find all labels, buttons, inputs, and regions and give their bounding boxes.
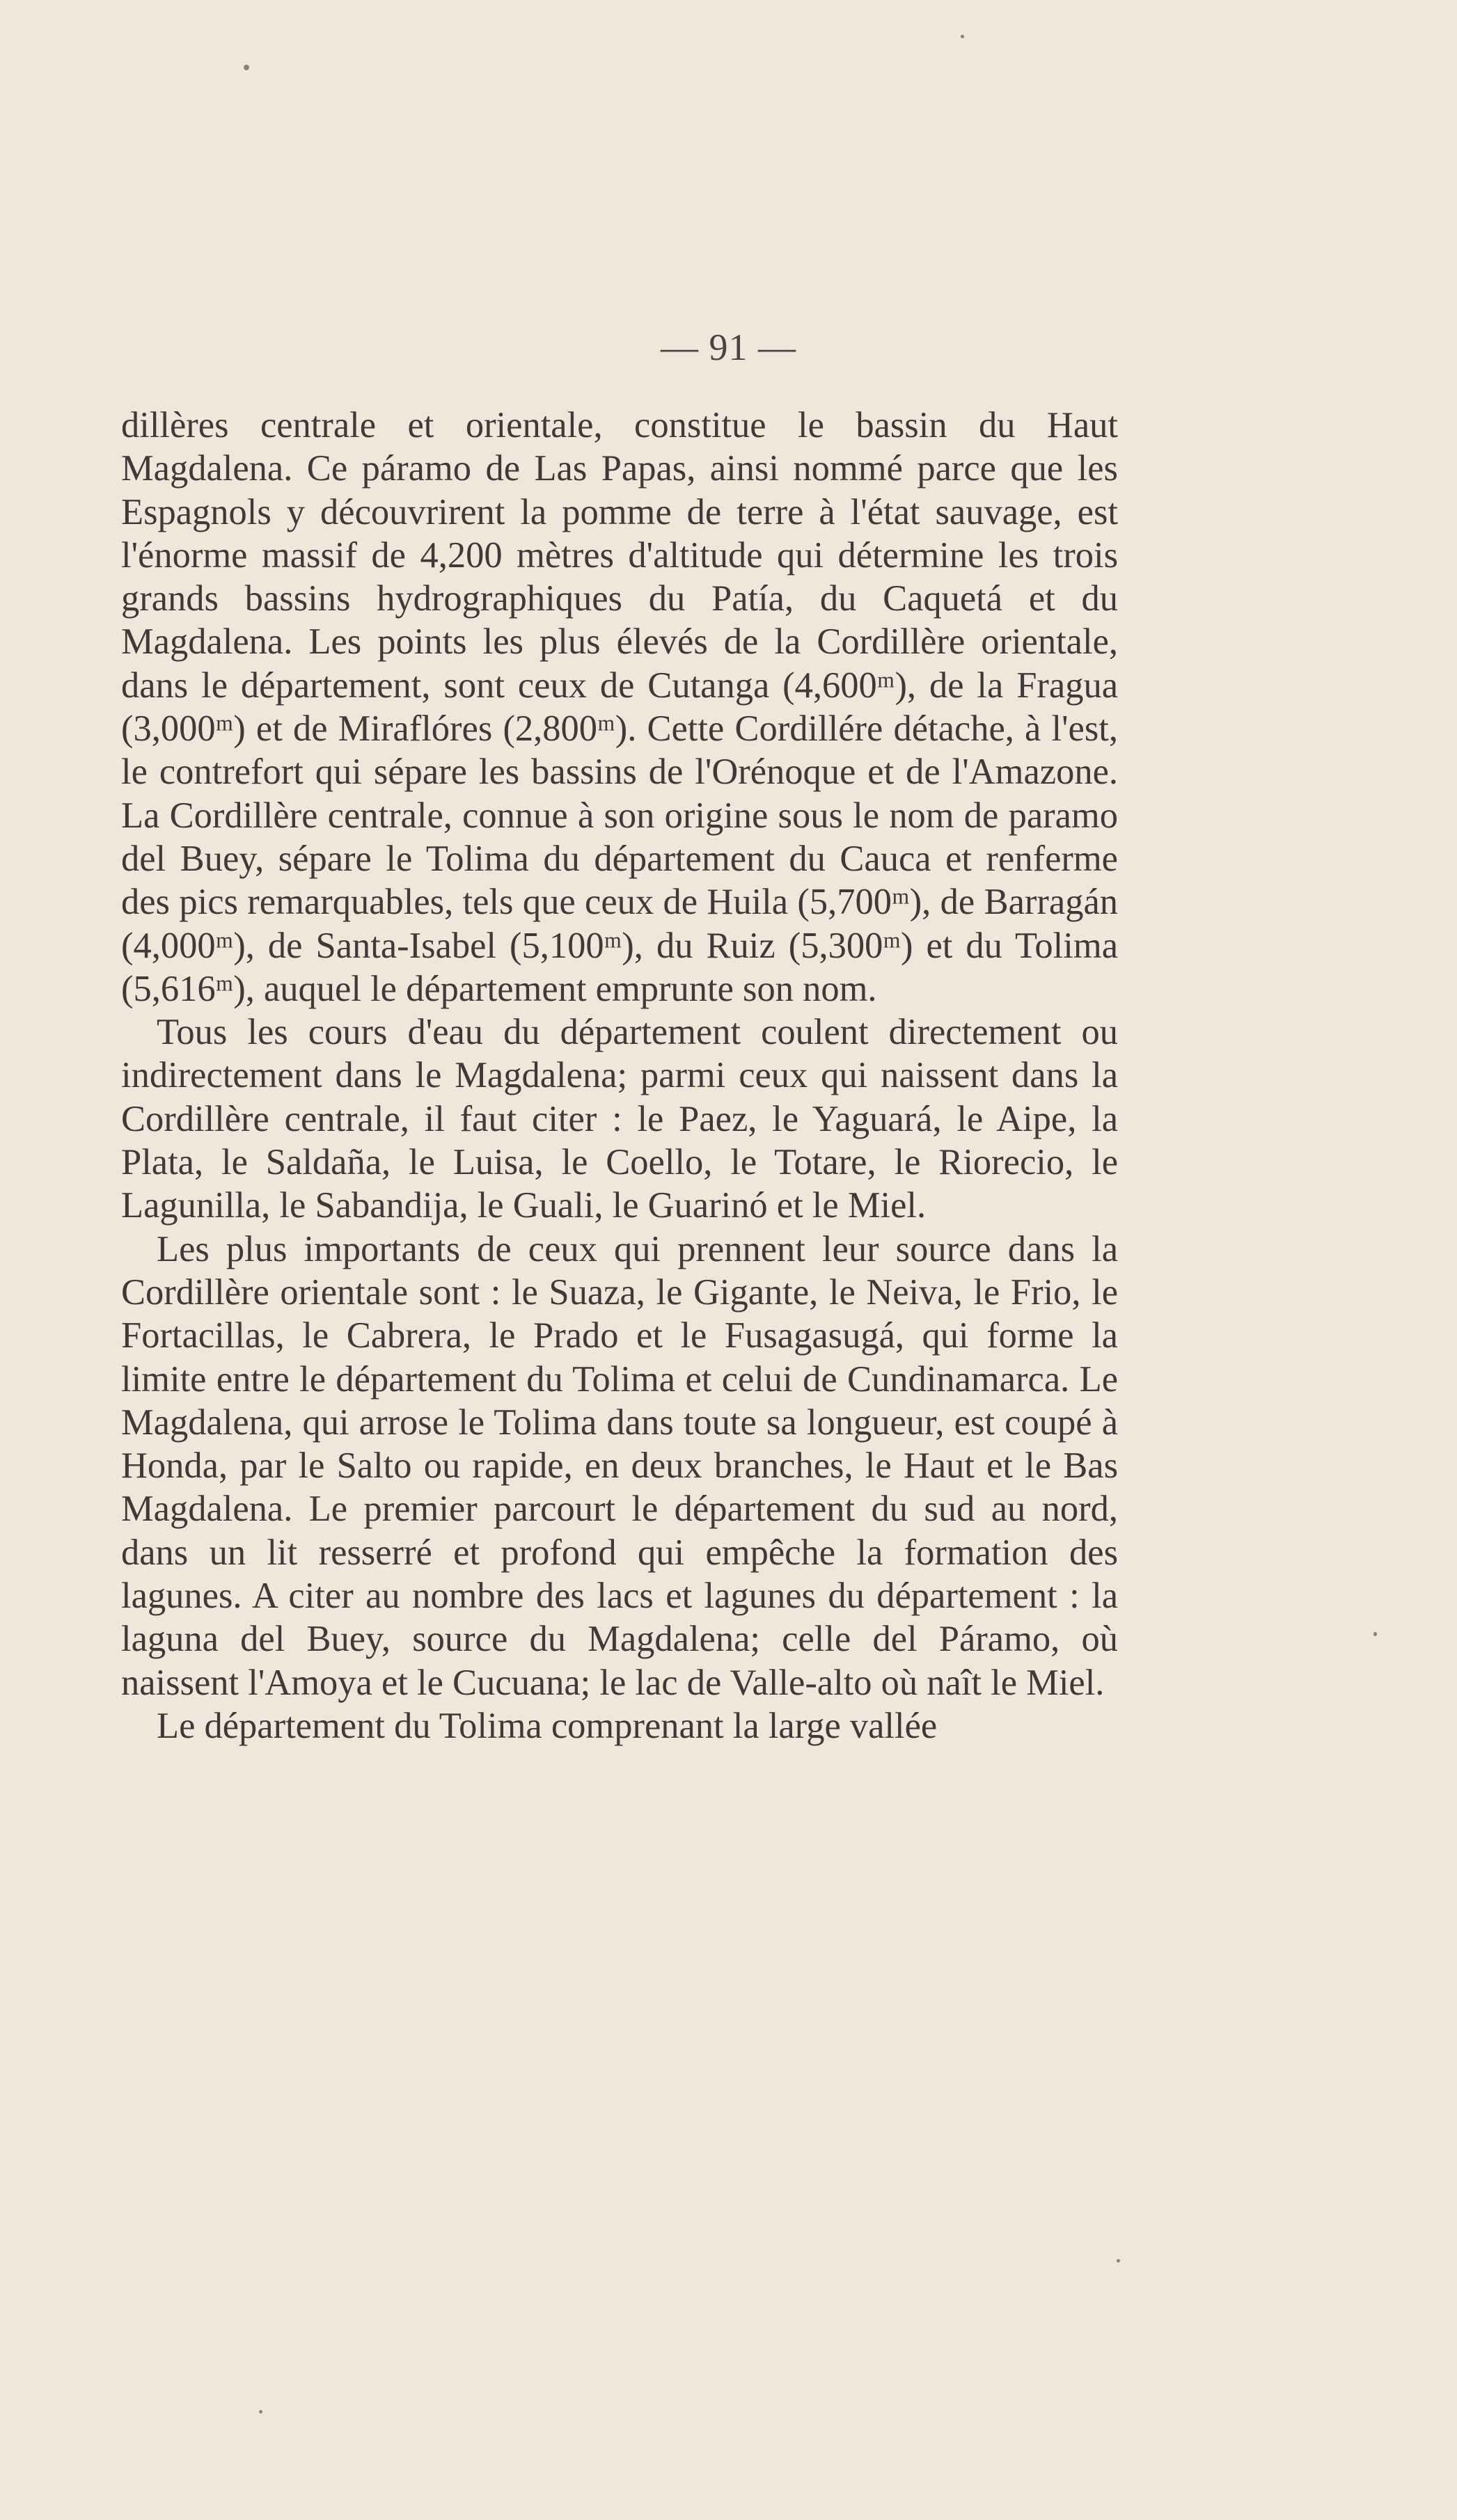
- paragraph-rivers-oriental: Les plus importants de ceux qui prennent leur source dans la Cordillère orientale sont : le Suaza, le Gigante, le Neiva, le Frio, le Fortacillas, le Cabrera, le Prado et le Fusagasugá, qui forme la limite entre le département du Tolima et celui de Cundinamarca. Le Magdalena, qui arrose le Tolima dans toute sa longueur, est coupé à Honda, par le Salto ou rapide, en deux branches, le Haut et le Bas Magdalena. Le premier parcourt le département du sud au nord, dans un lit resserré et profond qui empêche la formation des lagunes. A citer au nombre des lacs et lagunes du département : la laguna del Buey, source du Magdalena; celle del Páramo, où naissent l'Amoya et le Cucuana; le lac de Valle-alto où naît le Miel.: [121, 1228, 1118, 1703]
- page-number: — 91 —: [661, 326, 796, 368]
- paper-speck: [1117, 2259, 1120, 2263]
- paper-speck: [961, 35, 964, 38]
- paragraph-cordilleras: dillères centrale et orientale, constitue le bassin du Haut Magdalena. Ce páramo de Las Papas, ainsi nommé parce que les Espagnols y découvrirent la pomme de terre à l'état sauvage, est l'énorme massif de 4,200 mètres d'altitude qui détermine les trois grands bassins hydrographiques du Patía, du Caquetá et du Magdalena. Les points les plus élevés de la Cordillère orientale, dans le département, sont ceux de Cutanga (4,600ᵐ), de la Fragua (3,000ᵐ) et de Miraflóres (2,800ᵐ). Cette Cordillére détache, à l'est, le contrefort qui sépare les bassins de l'Orénoque et de l'Amazone. La Cordillère centrale, connue à son origine sous le nom de paramo del Buey, sépare le Tolima du département du Cauca et renferme des pics remarquables, tels que ceux de Huila (5,700ᵐ), de Barragán (4,000ᵐ), de Santa-Isabel (5,100ᵐ), du Ruiz (5,300ᵐ) et du Tolima (5,616ᵐ), auquel le département emprunte son nom.: [121, 405, 1118, 1009]
- paper-speck: [259, 2410, 262, 2414]
- body-text: [121, 404, 1118, 1748]
- paragraph-rivers-central: Tous les cours d'eau du département coulent directement ou indirectement dans le Magdalena; parmi ceux qui naissent dans la Cordillère centrale, il faut citer : le Paez, le Yaguará, le Aipe, la Plata, le Saldaña, le Luisa, le Coello, le Totare, le Riorecio, le Lagunilla, le Sabandija, le Guali, le Guarinó et le Miel.: [121, 1012, 1118, 1226]
- paper-speck: [1373, 1632, 1377, 1636]
- paper-speck: [244, 65, 249, 70]
- paragraph-valley: Le département du Tolima comprenant la large vallée: [157, 1705, 938, 1746]
